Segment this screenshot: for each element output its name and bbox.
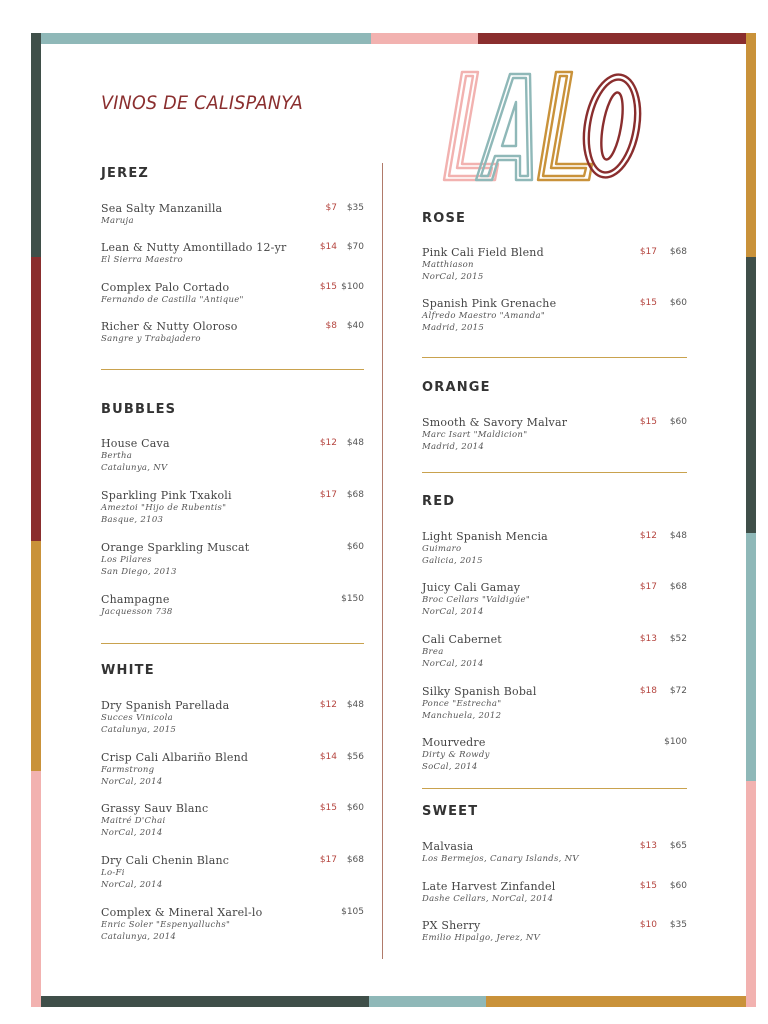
border-top-pink (371, 33, 478, 44)
wine-region: NorCal, 2014 (101, 777, 163, 787)
column-divider (382, 163, 383, 959)
wine-region: NorCal, 2014 (422, 659, 484, 669)
menu-item (101, 751, 364, 788)
section-title-rose: ROSE (422, 211, 467, 226)
menu-item (101, 489, 364, 526)
menu-item (101, 699, 364, 736)
menu-item (422, 633, 687, 670)
wine-producer: El Sierra Maestro (101, 255, 183, 265)
wine-producer: Sangre y Trabajadero (101, 334, 201, 344)
wine-producer: Maitré D'Chai (101, 816, 166, 826)
lalo-logo (440, 62, 645, 191)
wine-producer: Ponce "Estrecha" (422, 699, 502, 709)
menu-item (101, 593, 364, 618)
section-title-sweet: SWEET (422, 804, 479, 819)
wine-name: PX Sherry (422, 919, 481, 932)
bottle-price: $48 (669, 531, 687, 541)
wine-name: Cali Cabernet (422, 633, 502, 646)
section-title-white: WHITE (101, 663, 155, 678)
wine-producer: Marc Isart "Maldicion" (422, 430, 528, 440)
wine-name: Crisp Cali Albariño Blend (101, 751, 249, 764)
menu-item (101, 906, 364, 943)
menu-item (101, 541, 364, 578)
bottle-price: $72 (669, 686, 687, 696)
wine-region: Catalunya, 2014 (101, 932, 177, 942)
wine-region: NorCal, 2015 (422, 272, 484, 282)
wine-name: Complex Palo Cortado (101, 281, 230, 294)
bottle-price: $70 (346, 242, 364, 252)
bottle-price: $150 (341, 594, 364, 604)
bottle-price: $60 (346, 803, 364, 813)
wine-region: Madrid, 2015 (422, 323, 485, 333)
wine-producer: Dirty & Rowdy (422, 750, 490, 760)
menu-item (422, 246, 687, 283)
glass-price: $17 (319, 855, 337, 865)
menu-item (101, 320, 364, 345)
wine-region: SoCal, 2014 (422, 762, 478, 772)
menu-item (101, 281, 364, 306)
bottle-price: $68 (669, 582, 687, 592)
bottle-price: $40 (346, 321, 364, 331)
wine-region: Manchuela, 2012 (422, 711, 502, 721)
glass-price: $12 (319, 700, 337, 710)
wine-producer: Enric Soler "Espenyalluchs" (101, 920, 231, 930)
bottle-price: $48 (346, 700, 364, 710)
border-bottom-gold (486, 996, 746, 1007)
border-left-maroon (31, 257, 41, 541)
menu-item (101, 854, 364, 891)
border-bottom-slate (41, 996, 369, 1007)
menu-item (422, 840, 687, 865)
border-left-pink (31, 771, 41, 1007)
bottle-price: $68 (346, 855, 364, 865)
wine-producer: Succes Vinicola (101, 713, 173, 723)
border-left-slate (31, 33, 41, 257)
bottle-price: $35 (669, 920, 687, 930)
menu-item (101, 241, 364, 266)
glass-price: $17 (639, 582, 657, 592)
wine-region: NorCal, 2014 (422, 607, 484, 617)
section-title-bubbles: BUBBLES (101, 402, 177, 417)
wine-name: Dry Spanish Parellada (101, 699, 230, 712)
bottle-price: $100 (664, 737, 687, 747)
glass-price: $15 (639, 417, 657, 427)
wine-name: Orange Sparkling Muscat (101, 541, 250, 554)
bottle-price: $68 (669, 247, 687, 257)
border-right-pink (746, 781, 756, 1007)
menu-item (101, 202, 364, 227)
bottle-price: $60 (669, 417, 687, 427)
menu-item (422, 530, 687, 567)
lalo-logo-graphic (440, 62, 645, 187)
menu-item (422, 919, 687, 944)
wine-producer: Broc Cellars "Valdigúe" (422, 595, 531, 605)
menu-item (101, 437, 364, 474)
glass-price: $14 (319, 752, 337, 762)
wine-producer: Matthiason (422, 260, 474, 270)
border-right-slate (746, 257, 756, 533)
bottle-price: $60 (669, 298, 687, 308)
wine-region: NorCal, 2014 (101, 828, 163, 838)
section-title-orange: ORANGE (422, 380, 491, 395)
wine-producer: Brea (422, 647, 444, 657)
border-top-teal (41, 33, 371, 44)
bottle-price: $52 (669, 634, 687, 644)
menu-item (422, 880, 687, 905)
wine-producer: Alfredo Maestro "Amanda" (422, 311, 546, 321)
menu-item (422, 736, 687, 773)
wine-name: Dry Cali Chenin Blanc (101, 854, 230, 867)
menu-item (101, 802, 364, 839)
wine-region: Madrid, 2014 (422, 442, 485, 452)
bottle-price: $60 (346, 542, 364, 552)
wine-name: Richer & Nutty Oloroso (101, 320, 238, 333)
section-divider (422, 472, 687, 473)
section-title-red: RED (422, 494, 456, 509)
wine-producer: Farmstrong (101, 765, 155, 775)
wine-producer: Bertha (101, 451, 133, 461)
wine-region: Catalunya, 2015 (101, 725, 177, 735)
wine-name: Malvasia (422, 840, 474, 853)
section-divider (101, 369, 364, 370)
glass-price: $12 (639, 531, 657, 541)
border-left-gold (31, 541, 41, 771)
glass-price: $13 (639, 841, 657, 851)
section-title-jerez: JEREZ (101, 166, 150, 181)
glass-price: $17 (639, 247, 657, 257)
glass-price: $13 (639, 634, 657, 644)
glass-price: $12 (319, 438, 337, 448)
wine-name: Sea Salty Manzanilla (101, 202, 223, 215)
wine-producer: Dashe Cellars, NorCal, 2014 (422, 894, 554, 904)
wine-name: Sparkling Pink Txakoli (101, 489, 232, 502)
wine-region: Basque, 2103 (101, 515, 164, 525)
wine-producer: Los Pilares (101, 555, 152, 565)
menu-item (422, 581, 687, 618)
glass-price: $10 (639, 920, 657, 930)
glass-price: $7 (325, 203, 337, 213)
wine-name: Juicy Cali Gamay (422, 581, 521, 594)
bottle-price: $65 (669, 841, 687, 851)
wine-producer: Jacquesson 738 (101, 607, 173, 617)
wine-name: Complex & Mineral Xarel-lo (101, 906, 263, 919)
bottle-price: $100 (341, 282, 364, 292)
section-divider (422, 788, 687, 789)
wine-producer: Ameztoi "Hijo de Rubentis" (101, 503, 227, 513)
section-divider (422, 357, 687, 358)
wine-name: Grassy Sauv Blanc (101, 802, 209, 815)
wine-producer: Guimaro (422, 544, 462, 554)
border-right-teal (746, 533, 756, 781)
bottle-price: $68 (346, 490, 364, 500)
bottle-price: $105 (341, 907, 364, 917)
glass-price: $8 (325, 321, 337, 331)
page-title: VINOS DE CALISPANYA (101, 92, 304, 114)
wine-producer: Maruja (101, 216, 134, 226)
glass-price: $15 (319, 282, 337, 292)
bottle-price: $56 (346, 752, 364, 762)
glass-price: $15 (639, 881, 657, 891)
wine-producer: Emilio Hipalgo, Jerez, NV (422, 933, 541, 943)
wine-name: Mourvedre (422, 736, 486, 749)
bottle-price: $60 (669, 881, 687, 891)
wine-producer: Los Bermejos, Canary Islands, NV (422, 854, 579, 864)
wine-name: Smooth & Savory Malvar (422, 416, 568, 429)
bottle-price: $35 (346, 203, 364, 213)
wine-region: Galicia, 2015 (422, 556, 483, 566)
bottle-price: $48 (346, 438, 364, 448)
glass-price: $15 (319, 803, 337, 813)
wine-region: Catalunya, NV (101, 463, 168, 473)
section-divider (101, 643, 364, 644)
wine-name: Pink Cali Field Blend (422, 246, 544, 259)
wine-region: San Diego, 2013 (101, 567, 177, 577)
wine-name: Champagne (101, 593, 170, 606)
glass-price: $15 (639, 298, 657, 308)
glass-price: $14 (319, 242, 337, 252)
menu-item (422, 297, 687, 334)
menu-item (422, 416, 687, 453)
wine-name: Spanish Pink Grenache (422, 297, 557, 310)
border-bottom-teal (369, 996, 486, 1007)
wine-name: Light Spanish Mencia (422, 530, 548, 543)
wine-name: Late Harvest Zinfandel (422, 880, 556, 893)
border-top-maroon (478, 33, 746, 44)
wine-producer: Fernando de Castilla "Antique" (101, 295, 244, 305)
wine-region: NorCal, 2014 (101, 880, 163, 890)
glass-price: $18 (639, 686, 657, 696)
wine-name: Lean & Nutty Amontillado 12-yr (101, 241, 287, 254)
menu-item (422, 685, 687, 722)
border-right-gold (746, 33, 756, 257)
wine-name: House Cava (101, 437, 170, 450)
glass-price: $17 (319, 490, 337, 500)
wine-name: Silky Spanish Bobal (422, 685, 537, 698)
wine-producer: Lo-Fi (101, 868, 125, 878)
